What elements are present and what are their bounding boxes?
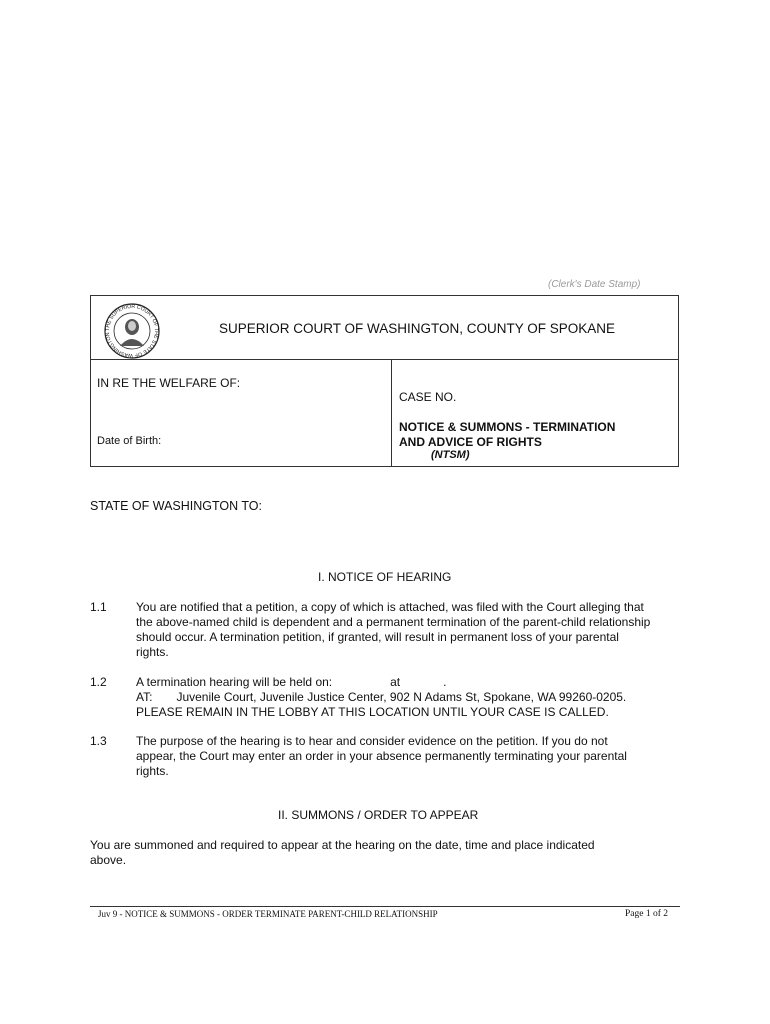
- paragraph-line: appear, the Court may enter an order in your absence permanently terminating your parental: [136, 749, 627, 763]
- hearing-location-label: AT:: [136, 690, 153, 704]
- paragraph-number: 1.3: [90, 734, 107, 748]
- page-number: Page 1 of 2: [625, 909, 669, 919]
- dob-label: Date of Birth:: [97, 435, 162, 447]
- paragraph-line: the above-named child is dependent and a permanent termination of the parent-child relationship: [136, 615, 651, 629]
- paragraph-line: You are summoned and required to appear at the hearing on the date, time and place indicated: [90, 838, 595, 852]
- paragraph-number: 1.2: [90, 675, 107, 689]
- paragraph-line: rights.: [136, 645, 169, 659]
- hearing-line-end: .: [443, 675, 447, 689]
- caption-column-divider: [391, 359, 392, 466]
- document-title: [399, 420, 615, 450]
- paragraph-number: 1.1: [90, 600, 107, 614]
- section-2-heading: II. SUMMONS / ORDER TO APPEAR: [278, 808, 479, 822]
- summons-paragraph: [90, 838, 650, 868]
- paragraph-1-1: [136, 600, 681, 660]
- form-footer-title: Juv 9 - NOTICE & SUMMONS - ORDER TERMINATE PARENT-CHILD RELATIONSHIP: [98, 909, 438, 919]
- hearing-date-line: [136, 675, 681, 690]
- section-1-heading: I. NOTICE OF HEARING: [318, 570, 452, 584]
- document-title-line-2: AND ADVICE OF RIGHTS: [399, 435, 542, 449]
- footer-divider: [90, 906, 680, 907]
- hearing-time-label: at: [390, 675, 401, 689]
- paragraph-line: The purpose of the hearing is to hear and consider evidence on the petition. If you do not: [136, 734, 608, 748]
- paragraph-1-2: [136, 675, 681, 720]
- in-re-label: IN RE THE WELFARE OF:: [97, 376, 241, 390]
- case-caption: [90, 295, 679, 467]
- caption-divider: [91, 359, 678, 360]
- hearing-location-line: [136, 690, 681, 705]
- document-title-line-1: NOTICE & SUMMONS - TERMINATION: [399, 420, 616, 434]
- lobby-instruction: PLEASE REMAIN IN THE LOBBY AT THIS LOCATION UNTIL YOUR CASE IS CALLED.: [136, 705, 609, 719]
- court-name: SUPERIOR COURT OF WASHINGTON, COUNTY OF SPOKANE: [219, 321, 616, 336]
- case-number-label: CASE NO.: [399, 390, 457, 404]
- paragraph-line: above.: [90, 853, 127, 867]
- clerk-date-stamp-label: (Clerk's Date Stamp): [548, 279, 641, 290]
- document-code: (NTSM): [431, 449, 470, 461]
- hearing-location: Juvenile Court, Juvenile Justice Center, 902 N Adams St, Spokane, WA 99260-0205.: [176, 690, 627, 704]
- seal-text: THE SUPERIOR COURT OF THE STATE OF WASHINGTON: [104, 303, 160, 359]
- paragraph-line: You are notified that a petition, a copy of which is attached, was filed with the Court alleging that: [136, 600, 644, 614]
- hearing-date-label: A termination hearing will be held on:: [136, 675, 333, 689]
- paragraph-line: should occur. A termination petition, if granted, will result in permanent loss of your parental: [136, 630, 619, 644]
- court-seal-icon: [103, 302, 161, 360]
- paragraph-1-3: [136, 734, 681, 779]
- addressee-line: STATE OF WASHINGTON TO:: [90, 499, 263, 513]
- paragraph-line: rights.: [136, 764, 169, 778]
